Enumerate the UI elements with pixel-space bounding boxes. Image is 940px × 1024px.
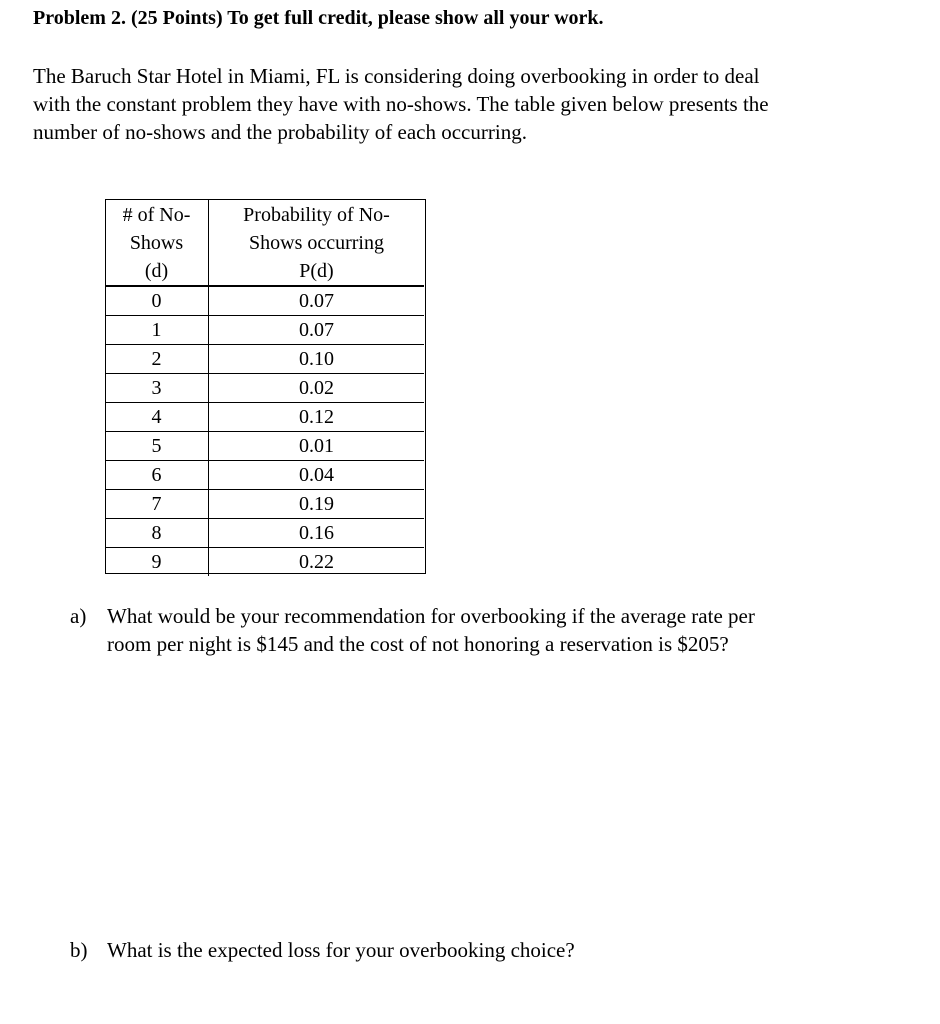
question-marker: b) <box>70 938 88 962</box>
question-text <box>107 936 887 964</box>
question-b <box>70 936 900 966</box>
table-row <box>105 548 424 577</box>
header-text: (d) <box>144 260 169 282</box>
cell-probability: 0.12 <box>209 403 425 432</box>
cell-no-shows: 3 <box>105 374 209 403</box>
header-text: # of No- <box>122 204 191 226</box>
header-text: Shows occurring <box>249 232 384 254</box>
header-text: Shows <box>129 232 184 254</box>
table-row <box>105 316 424 345</box>
table-row <box>105 345 424 374</box>
table-row <box>105 286 424 316</box>
cell-no-shows: 0 <box>105 286 209 316</box>
table-row <box>105 403 424 432</box>
cell-no-shows: 2 <box>105 345 209 374</box>
header-probability <box>209 199 425 286</box>
question-text <box>107 602 887 658</box>
cell-probability: 0.16 <box>209 519 425 548</box>
intro-line: The Baruch Star Hotel in Miami, FL is considering doing overbooking in order to deal <box>33 64 760 88</box>
table-row <box>105 374 424 403</box>
cell-probability: 0.01 <box>209 432 425 461</box>
table-row <box>105 519 424 548</box>
cell-no-shows: 4 <box>105 403 209 432</box>
question-line: What is the expected loss for your overbooking choice? <box>107 938 575 962</box>
question-line: What would be your recommendation for overbooking if the average rate per <box>107 604 755 628</box>
question-marker: a) <box>70 604 87 628</box>
cell-no-shows: 8 <box>105 519 209 548</box>
cell-no-shows: 7 <box>105 490 209 519</box>
cell-no-shows: 6 <box>105 461 209 490</box>
cell-probability: 0.07 <box>209 286 425 316</box>
cell-probability: 0.02 <box>209 374 425 403</box>
table-row <box>105 490 424 519</box>
intro-paragraph <box>33 62 903 146</box>
intro-line: number of no-shows and the probability of each occurring. <box>33 120 527 144</box>
cell-probability: 0.10 <box>209 345 425 374</box>
question-a <box>70 602 900 662</box>
cell-probability: 0.04 <box>209 461 425 490</box>
header-no-shows <box>105 199 209 286</box>
header-text: P(d) <box>299 260 334 282</box>
cell-no-shows: 5 <box>105 432 209 461</box>
no-show-probability-table <box>105 199 424 576</box>
intro-line: with the constant problem they have with no-shows. The table given below presents the <box>33 92 769 116</box>
problem-heading: Problem 2. (25 Points) To get full credit, please show all your work. <box>33 7 604 29</box>
cell-probability: 0.19 <box>209 490 425 519</box>
cell-no-shows: 1 <box>105 316 209 345</box>
cell-probability: 0.22 <box>299 551 334 573</box>
table-header-row <box>105 199 424 286</box>
cell-no-shows: 9 <box>105 548 209 577</box>
table-row <box>105 432 424 461</box>
header-text: Probability of No- <box>243 204 390 226</box>
table-row <box>105 461 424 490</box>
question-line: room per night is $145 and the cost of not honoring a reservation is $205? <box>107 632 729 656</box>
cell-probability: 0.07 <box>209 316 425 345</box>
